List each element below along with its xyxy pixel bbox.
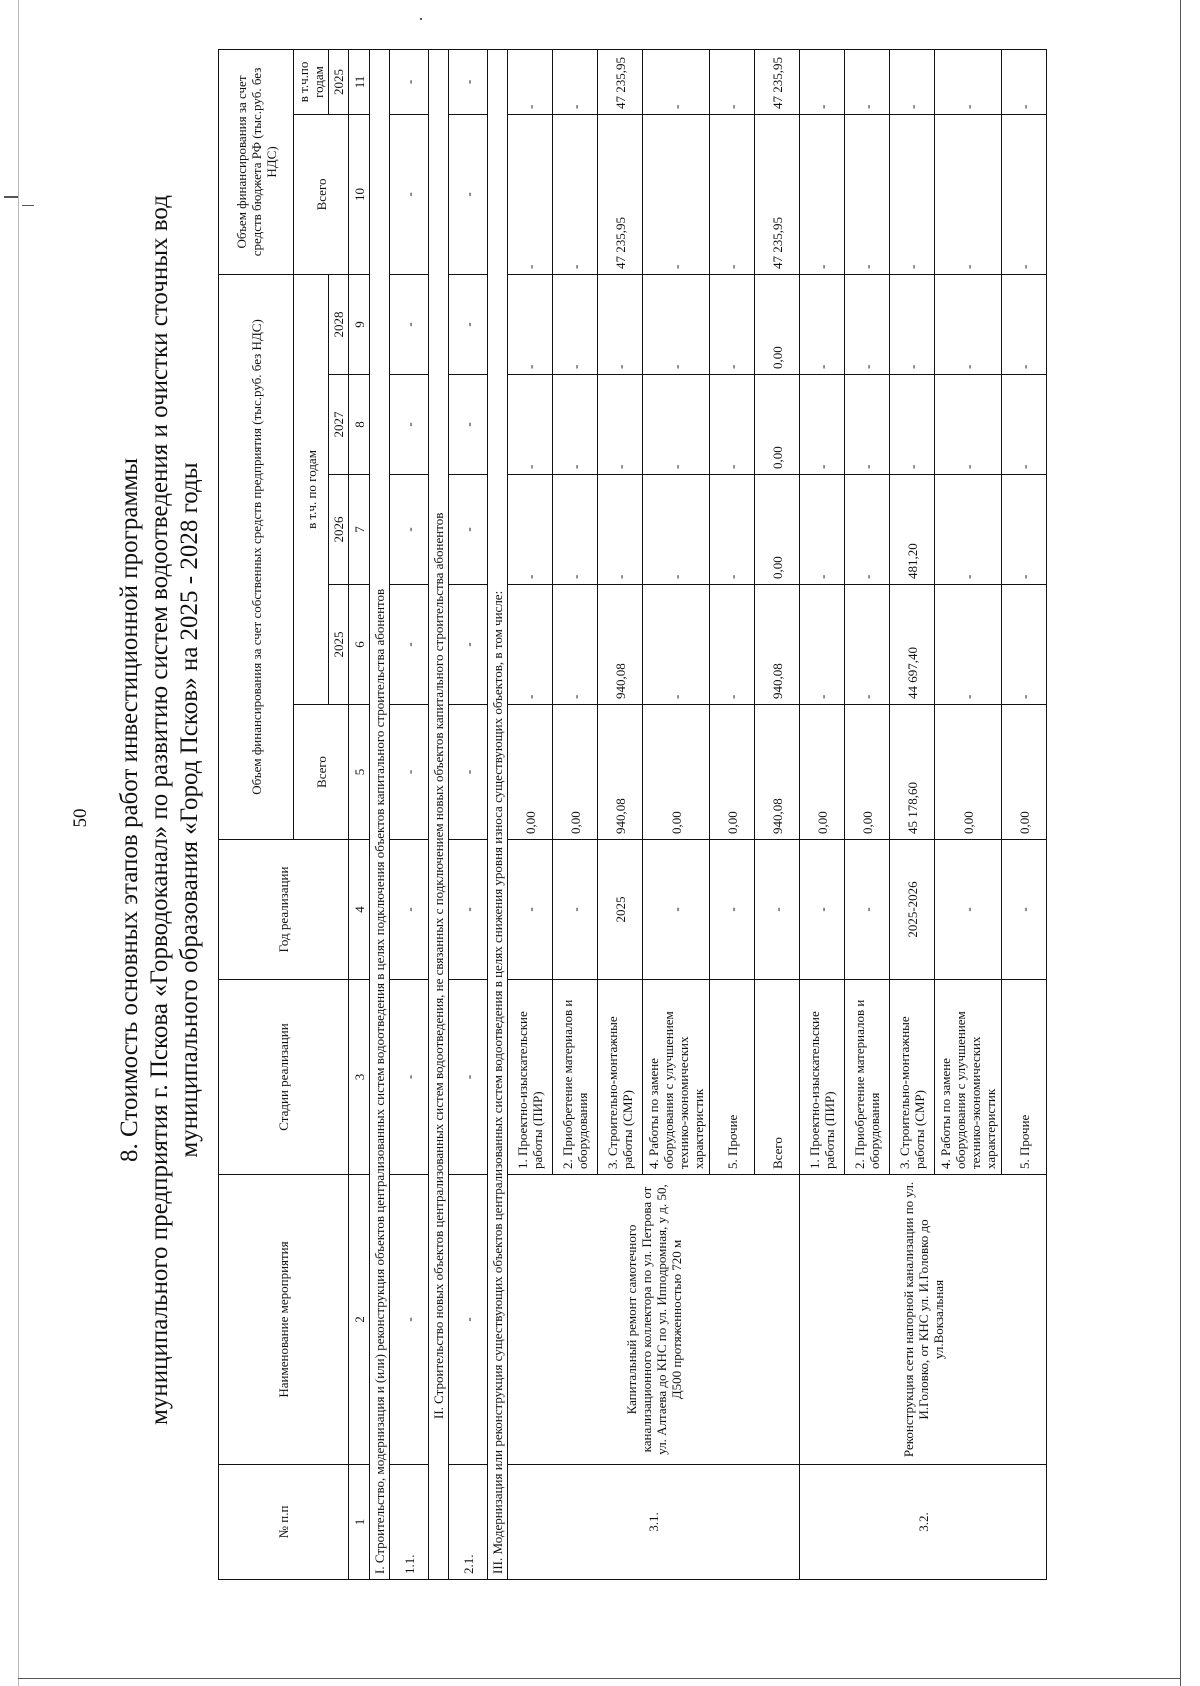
y2025-cell: 940,08 bbox=[598, 585, 643, 705]
project-num: 3.1. bbox=[508, 1465, 800, 1580]
budget-2025-cell: - bbox=[643, 49, 710, 114]
stage-cell: 4. Работы по замене оборудования с улучшением технико-экономических характеристик bbox=[935, 980, 1002, 1175]
total-cell: 0,00 bbox=[508, 705, 553, 840]
total-cell: 0,00 bbox=[800, 705, 845, 840]
y2026-cell: 481,20 bbox=[890, 475, 935, 585]
budget-total-cell: 47 235,95 bbox=[598, 114, 643, 274]
budget-2025-cell: 47 235,95 bbox=[755, 49, 800, 114]
y2028-cell: - bbox=[890, 274, 935, 374]
project-name: Капитальный ремонт самотечного канализационного коллектора по ул. Петрова от ул. Алтаева до КНС по ул. Ипподромная, у д. 50, Д500 протяженностью 720 м bbox=[508, 1175, 800, 1465]
stage-cell: 2. Приобретение материалов и оборудования bbox=[553, 980, 598, 1175]
y2026-cell: - bbox=[935, 475, 1002, 585]
header-2028: 2028 bbox=[329, 274, 349, 374]
col-index: 1 bbox=[349, 1465, 370, 1580]
cell-dash: - bbox=[449, 705, 488, 840]
stage-cell: 5. Прочие bbox=[1002, 980, 1047, 1175]
year-cell: - bbox=[755, 840, 800, 980]
cell-dash: - bbox=[449, 274, 488, 374]
budget-2025-cell: - bbox=[845, 49, 890, 114]
year-cell: - bbox=[710, 840, 755, 980]
y2028-cell: - bbox=[643, 274, 710, 374]
budget-2025-cell: - bbox=[935, 49, 1002, 114]
cell-dash: - bbox=[449, 980, 488, 1175]
column-index-row bbox=[349, 49, 370, 1579]
header-total: Всего bbox=[294, 705, 349, 840]
y2027-cell: - bbox=[598, 375, 643, 475]
col-index: 7 bbox=[349, 475, 370, 585]
budget-total-cell: - bbox=[710, 114, 755, 274]
row-num: 1.1. bbox=[390, 1465, 429, 1580]
row-num: 2.1. bbox=[449, 1465, 488, 1580]
cell-dash: - bbox=[449, 375, 488, 475]
header-2025: 2025 bbox=[329, 585, 349, 705]
section-1-title: I. Строительство, модернизация и (или) реконструкция объектов централизованных систем водоотведения в целях подключения объектов капитального строительства абонентов bbox=[370, 49, 390, 1579]
y2027-cell: - bbox=[553, 375, 598, 475]
y2025-cell: 940,08 bbox=[755, 585, 800, 705]
col-index: 5 bbox=[349, 705, 370, 840]
header-2026: 2026 bbox=[329, 475, 349, 585]
y2028-cell: - bbox=[1002, 274, 1047, 374]
stage-cell: 2. Приобретение материалов и оборудования bbox=[845, 980, 890, 1175]
y2028-cell: - bbox=[800, 274, 845, 374]
year-cell: 2025-2026 bbox=[890, 840, 935, 980]
total-cell: 0,00 bbox=[553, 705, 598, 840]
table-row bbox=[390, 49, 429, 1579]
page-number: 50 bbox=[70, 808, 91, 828]
project-num: 3.2. bbox=[800, 1465, 1047, 1580]
document-title bbox=[115, 190, 205, 1430]
year-cell: - bbox=[553, 840, 598, 980]
header-num: № п.п bbox=[219, 1465, 349, 1580]
cell-dash: - bbox=[449, 840, 488, 980]
y2026-cell: - bbox=[1002, 475, 1047, 585]
stage-cell: 4. Работы по замене оборудования с улучшением технико-экономических характеристик bbox=[643, 980, 710, 1175]
table-row bbox=[449, 49, 488, 1579]
y2027-cell: - bbox=[845, 375, 890, 475]
budget-2025-cell: - bbox=[890, 49, 935, 114]
stage-cell: Всего bbox=[755, 980, 800, 1175]
budget-total-cell: - bbox=[553, 114, 598, 274]
cell-dash: - bbox=[390, 274, 429, 374]
col-index: 2 bbox=[349, 1175, 370, 1465]
y2026-cell: 0,00 bbox=[755, 475, 800, 585]
header-own-funds: Объем финансирования за счет собственных средств предприятия (тыс.руб. без НДС) bbox=[219, 274, 294, 839]
y2027-cell: - bbox=[800, 375, 845, 475]
year-cell: - bbox=[935, 840, 1002, 980]
stage-cell: 1. Проектно-изыскательские работы (ПИР) bbox=[800, 980, 845, 1175]
y2028-cell: - bbox=[935, 274, 1002, 374]
stage-cell: 3. Строительно-монтажные работы (СМР) bbox=[598, 980, 643, 1175]
y2026-cell: - bbox=[508, 475, 553, 585]
budget-total-cell: - bbox=[508, 114, 553, 274]
y2026-cell: - bbox=[598, 475, 643, 585]
stage-cell: 1. Проектно-изыскательские работы (ПИР) bbox=[508, 980, 553, 1175]
stage-cell: 3. Строительно-монтажные работы (СМР) bbox=[890, 980, 935, 1175]
y2028-cell: - bbox=[845, 274, 890, 374]
cell-dash: - bbox=[449, 49, 488, 114]
title-line-1: 8. Стоимость основных этапов работ инвестиционной программы bbox=[116, 458, 143, 1162]
header-budget-by-years: в т.ч.по годам bbox=[294, 49, 329, 114]
table-row bbox=[508, 49, 553, 1579]
header-budget-2025: 2025 bbox=[329, 49, 349, 114]
rotated-page bbox=[0, 40, 1180, 1600]
col-index: 10 bbox=[349, 114, 370, 274]
cell-dash: - bbox=[390, 49, 429, 114]
y2026-cell: - bbox=[553, 475, 598, 585]
budget-total-cell: 47 235,95 bbox=[755, 114, 800, 274]
y2026-cell: - bbox=[800, 475, 845, 585]
header-budget-total: Всего bbox=[294, 114, 349, 274]
header-budget-funds: Объем финансирования за счет средств бюджета РФ (тыс.руб. без НДС) bbox=[219, 49, 294, 274]
header-name: Наименование мероприятия bbox=[219, 1175, 349, 1465]
section-2-title: II. Строительство новых объектов централизованных систем водоотведения, не связанных с подключением новых объектов капитального строительства абонентов bbox=[429, 49, 449, 1579]
total-cell: 0,00 bbox=[643, 705, 710, 840]
cell-dash: - bbox=[390, 705, 429, 840]
scan-speck bbox=[420, 18, 422, 20]
cell-dash: - bbox=[390, 375, 429, 475]
section-row bbox=[488, 49, 508, 1579]
year-cell: - bbox=[1002, 840, 1047, 980]
budget-total-cell: - bbox=[890, 114, 935, 274]
y2028-cell: - bbox=[553, 274, 598, 374]
cell-dash: - bbox=[449, 585, 488, 705]
scan-border-bottom bbox=[18, 1678, 1180, 1679]
budget-2025-cell: - bbox=[553, 49, 598, 114]
y2025-cell: 44 697,40 bbox=[890, 585, 935, 705]
y2028-cell: 0,00 bbox=[755, 274, 800, 374]
stage-cell: 5. Прочие bbox=[710, 980, 755, 1175]
section-row bbox=[429, 49, 449, 1579]
year-cell: - bbox=[643, 840, 710, 980]
investment-table bbox=[218, 49, 1047, 1580]
project-name: Реконструкция сети напорной канализации по ул. И.Головко, от КНС ул. И.Головко до ул.Вокзальная bbox=[800, 1175, 1047, 1465]
y2026-cell: - bbox=[710, 475, 755, 585]
budget-2025-cell: - bbox=[710, 49, 755, 114]
cell-dash: - bbox=[390, 114, 429, 274]
y2026-cell: - bbox=[643, 475, 710, 585]
title-line-2: муниципального предприятия г. Пскова «Горводоканал» по развитию систем водоотведения и очистки сточных вод bbox=[146, 195, 173, 1425]
y2026-cell: - bbox=[845, 475, 890, 585]
header-stages: Стадии реализации bbox=[219, 980, 349, 1175]
total-cell: 45 178,60 bbox=[890, 705, 935, 840]
table-body bbox=[370, 49, 1047, 1579]
y2027-cell: - bbox=[508, 375, 553, 475]
y2025-cell: - bbox=[553, 585, 598, 705]
total-cell: 940,08 bbox=[755, 705, 800, 840]
table-row bbox=[800, 49, 845, 1579]
cell-dash: - bbox=[449, 1175, 488, 1465]
y2027-cell: - bbox=[935, 375, 1002, 475]
y2027-cell: 0,00 bbox=[755, 375, 800, 475]
budget-2025-cell: - bbox=[508, 49, 553, 114]
year-cell: - bbox=[508, 840, 553, 980]
scan-border-right bbox=[1180, 0, 1181, 1686]
y2025-cell: - bbox=[935, 585, 1002, 705]
col-index: 4 bbox=[349, 840, 370, 980]
cell-dash: - bbox=[390, 475, 429, 585]
col-index: 9 bbox=[349, 274, 370, 374]
y2025-cell: - bbox=[1002, 585, 1047, 705]
budget-total-cell: - bbox=[845, 114, 890, 274]
y2027-cell: - bbox=[710, 375, 755, 475]
col-index: 8 bbox=[349, 375, 370, 475]
total-cell: 940,08 bbox=[598, 705, 643, 840]
y2028-cell: - bbox=[598, 274, 643, 374]
budget-2025-cell: - bbox=[800, 49, 845, 114]
section-3-title: III. Модернизация или реконструкция существующих объектов централизованных систем водоотведения в целях снижения уровня износа существующих объектов, в том числе: bbox=[488, 49, 508, 1579]
year-cell: - bbox=[845, 840, 890, 980]
y2027-cell: - bbox=[890, 375, 935, 475]
title-line-3: муниципального образования «Город Псков» на 2025 - 2028 годы bbox=[176, 462, 203, 1158]
budget-total-cell: - bbox=[800, 114, 845, 274]
y2025-cell: - bbox=[643, 585, 710, 705]
total-cell: 0,00 bbox=[710, 705, 755, 840]
budget-total-cell: - bbox=[935, 114, 1002, 274]
y2025-cell: - bbox=[508, 585, 553, 705]
header-by-years: в т.ч. по годам bbox=[294, 274, 329, 704]
cell-dash: - bbox=[390, 585, 429, 705]
budget-2025-cell: - bbox=[1002, 49, 1047, 114]
budget-2025-cell: 47 235,95 bbox=[598, 49, 643, 114]
year-cell: - bbox=[800, 840, 845, 980]
y2028-cell: - bbox=[710, 274, 755, 374]
total-cell: 0,00 bbox=[1002, 705, 1047, 840]
y2028-cell: - bbox=[508, 274, 553, 374]
year-cell: 2025 bbox=[598, 840, 643, 980]
y2027-cell: - bbox=[643, 375, 710, 475]
col-index: 6 bbox=[349, 585, 370, 705]
cell-dash: - bbox=[449, 114, 488, 274]
total-cell: 0,00 bbox=[845, 705, 890, 840]
budget-total-cell: - bbox=[643, 114, 710, 274]
y2025-cell: - bbox=[800, 585, 845, 705]
cell-dash: - bbox=[390, 1175, 429, 1465]
header-year: Год реализации bbox=[219, 840, 349, 980]
header-2027: 2027 bbox=[329, 375, 349, 475]
cell-dash: - bbox=[390, 840, 429, 980]
cell-dash: - bbox=[449, 475, 488, 585]
total-cell: 0,00 bbox=[935, 705, 1002, 840]
budget-total-cell: - bbox=[1002, 114, 1047, 274]
col-index: 11 bbox=[349, 49, 370, 114]
y2025-cell: - bbox=[710, 585, 755, 705]
col-index: 3 bbox=[349, 980, 370, 1175]
cell-dash: - bbox=[390, 980, 429, 1175]
section-row bbox=[370, 49, 390, 1579]
y2025-cell: - bbox=[845, 585, 890, 705]
y2027-cell: - bbox=[1002, 375, 1047, 475]
